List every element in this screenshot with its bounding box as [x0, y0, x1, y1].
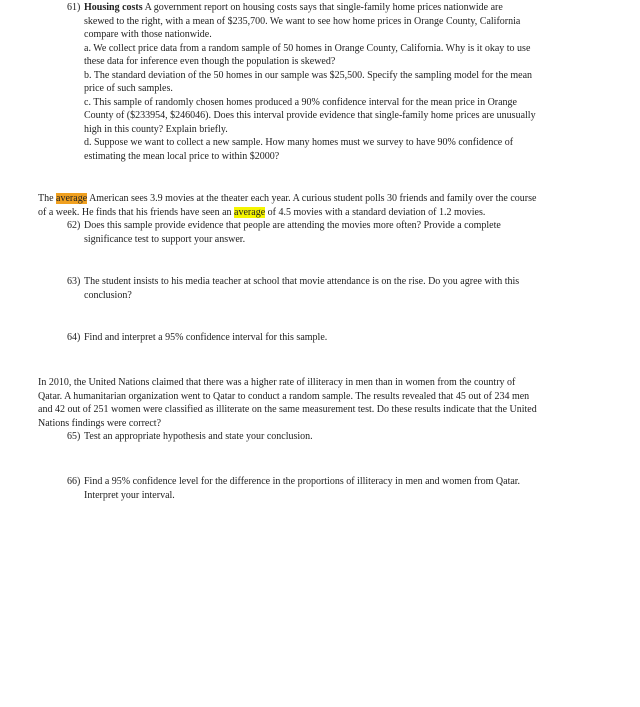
text-line: a. We collect price data from a random sample of 50 homes in Orange County, California. Why is it okay to use	[84, 42, 531, 54]
question-63	[67, 275, 520, 302]
text-line: County of ($233954, $246046). Does this interval provide evidence that single-family home prices are unusually	[84, 110, 536, 121]
text-line: compare with those nationwide.	[84, 29, 212, 40]
question-number: 62)	[67, 220, 81, 231]
question-66	[67, 475, 521, 502]
question-64	[67, 331, 328, 345]
qatar-intro	[38, 376, 537, 430]
text-line: d. Suppose we want to collect a new sample. How many homes must we survey to have 90% confidence of	[84, 137, 514, 148]
movies-intro	[38, 192, 536, 219]
question-number: 64)	[67, 332, 81, 343]
question-title: Housing costs	[84, 2, 143, 13]
highlighted-word: average	[56, 193, 88, 204]
text-line: Test an appropriate hypothesis and state your conclusion.	[84, 431, 313, 442]
question-number: 61)	[67, 2, 81, 13]
text-line: Qatar. A humanitarian organization went to Qatar to conduct a random sample. The results revealed that 45 out of 234 men	[38, 390, 530, 402]
text-line: Find a 95% confidence level for the difference in the proportions of illiteracy in men and women from Qatar.	[84, 476, 521, 487]
text: of 4.5 movies with a standard deviation of 1.2 movies.	[265, 206, 486, 218]
text-line: A government report on housing costs says that single-family home prices nationwide are	[142, 2, 503, 13]
text-line: high in this county? Explain briefly.	[84, 123, 228, 135]
text-line: Nations findings were correct?	[38, 417, 162, 429]
question-62	[67, 219, 501, 246]
text-line: conclusion?	[84, 289, 132, 301]
text: American sees 3.9 movies at the theater each year. A curious student polls 30 friends and family over the course	[87, 193, 537, 204]
text-line: In 2010, the United Nations claimed that there was a higher rate of illiteracy in men than in women from the country of	[38, 377, 516, 388]
text-line: significance test to support your answer.	[84, 233, 246, 245]
question-number: 66)	[67, 476, 81, 487]
text-line: Does this sample provide evidence that people are attending the movies more often? Provide a complete	[84, 220, 501, 231]
text-line: these data for inference even though the population is skewed?	[84, 56, 336, 67]
text-line: The student insists to his media teacher at school that movie attendance is on the rise. Do you agree with this	[84, 276, 520, 287]
text-line: skewed to the right, with a mean of $235,700. We want to see how home prices in Orange County, California	[84, 15, 521, 27]
text-line: c. This sample of randomly chosen homes produced a 90% confidence interval for the mean price in Orange	[84, 96, 517, 108]
text: of a week. He finds that his friends have seen an	[38, 206, 235, 218]
text-line: and 42 out of 251 women were classified as illiterate on the same measurement test. Do these results indicate that the United	[38, 404, 537, 415]
text-line: Interpret your interval.	[84, 489, 175, 501]
text-line: estimating the mean local price to within $2000?	[84, 150, 280, 162]
question-number: 63)	[67, 276, 81, 287]
text-line: price of such samples.	[84, 83, 173, 94]
question-number: 65)	[67, 431, 81, 442]
text-line: b. The standard deviation of the 50 homes in our sample was $25,500. Specify the sampling model for the mean	[84, 69, 533, 81]
text-line: Find and interpret a 95% confidence interval for this sample.	[84, 332, 328, 343]
text: The	[38, 193, 57, 204]
highlighted-word: average	[234, 206, 266, 218]
question-65	[67, 430, 313, 444]
question-61	[67, 1, 536, 163]
